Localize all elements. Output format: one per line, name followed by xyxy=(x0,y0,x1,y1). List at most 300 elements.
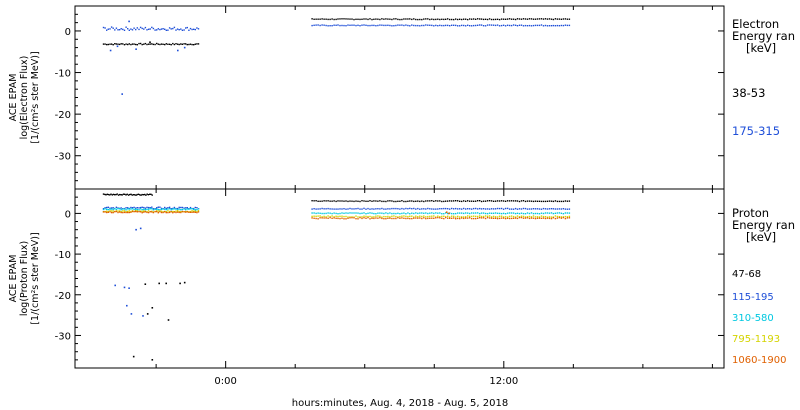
data-point xyxy=(547,25,548,26)
data-point xyxy=(543,201,544,202)
data-point xyxy=(405,213,406,214)
data-point xyxy=(405,208,406,209)
data-point xyxy=(389,212,390,213)
data-point-outlier xyxy=(121,93,123,95)
data-point xyxy=(439,19,440,20)
data-point xyxy=(351,208,352,209)
data-point xyxy=(515,19,516,20)
data-point xyxy=(553,208,554,209)
data-point xyxy=(343,216,344,217)
data-point xyxy=(351,201,352,202)
data-point xyxy=(124,208,125,209)
data-point xyxy=(557,212,558,213)
data-point xyxy=(311,217,312,218)
data-point xyxy=(433,201,434,202)
data-point xyxy=(337,24,338,25)
data-point xyxy=(475,25,476,26)
data-point xyxy=(525,25,526,26)
data-point xyxy=(117,210,118,211)
data-point xyxy=(313,212,314,213)
data-point xyxy=(521,25,522,26)
data-point xyxy=(427,208,428,209)
data-point xyxy=(361,200,362,201)
data-point xyxy=(359,25,360,26)
data-point xyxy=(313,19,314,20)
data-point xyxy=(331,201,332,202)
data-point xyxy=(151,43,152,44)
data-point xyxy=(337,216,338,217)
data-point xyxy=(463,25,464,26)
data-point xyxy=(147,194,148,195)
data-point xyxy=(565,212,566,213)
data-point xyxy=(517,213,518,214)
data-point xyxy=(481,216,482,217)
data-point xyxy=(547,18,548,19)
data-point xyxy=(339,200,340,201)
data-point xyxy=(121,212,122,213)
data-point xyxy=(485,201,486,202)
data-point xyxy=(425,18,426,19)
data-point xyxy=(557,216,558,217)
data-point xyxy=(315,213,316,214)
data-point xyxy=(419,212,420,213)
data-point xyxy=(353,212,354,213)
data-point xyxy=(437,208,438,209)
data-point xyxy=(539,218,540,219)
data-point xyxy=(311,200,312,201)
data-point xyxy=(156,207,157,208)
data-point xyxy=(122,208,123,209)
data-point xyxy=(108,44,109,45)
data-point xyxy=(495,218,496,219)
data-point xyxy=(337,18,338,19)
data-point xyxy=(154,211,155,212)
data-point xyxy=(555,200,556,201)
data-point xyxy=(119,29,120,30)
data-point xyxy=(493,208,494,209)
data-point xyxy=(477,218,478,219)
data-point xyxy=(419,25,420,26)
data-point xyxy=(501,25,502,26)
data-point xyxy=(437,200,438,201)
data-point xyxy=(349,25,350,26)
data-point xyxy=(427,18,428,19)
data-point xyxy=(489,215,490,216)
data-point xyxy=(429,19,430,20)
data-point xyxy=(411,19,412,20)
data-point xyxy=(535,213,536,214)
data-point xyxy=(515,200,516,201)
data-point xyxy=(365,201,366,202)
data-point xyxy=(174,27,175,28)
data-point xyxy=(533,19,534,20)
data-point xyxy=(469,216,470,217)
data-point xyxy=(329,19,330,20)
data-point xyxy=(549,200,550,201)
data-point xyxy=(104,194,105,195)
data-point xyxy=(335,201,336,202)
data-point xyxy=(379,24,380,25)
data-point xyxy=(190,208,191,209)
data-point xyxy=(563,208,564,209)
data-point xyxy=(459,19,460,20)
data-point xyxy=(561,213,562,214)
data-point xyxy=(499,19,500,20)
data-point xyxy=(369,18,370,19)
data-point xyxy=(517,18,518,19)
data-point xyxy=(443,201,444,202)
data-point xyxy=(182,44,183,45)
data-point xyxy=(515,208,516,209)
data-point xyxy=(363,212,364,213)
data-point xyxy=(537,18,538,19)
data-point xyxy=(153,212,154,213)
data-point xyxy=(453,213,454,214)
legend-entry: 47-68 xyxy=(732,269,762,280)
data-point xyxy=(477,200,478,201)
data-point xyxy=(321,201,322,202)
data-point xyxy=(172,43,173,44)
data-point xyxy=(449,218,450,219)
data-point xyxy=(529,18,530,19)
data-point xyxy=(471,208,472,209)
data-point xyxy=(541,24,542,25)
data-point xyxy=(523,213,524,214)
data-point xyxy=(161,28,162,29)
data-point xyxy=(517,25,518,26)
data-point xyxy=(473,218,474,219)
data-point xyxy=(435,208,436,209)
data-point xyxy=(559,212,560,213)
data-point xyxy=(371,19,372,20)
data-point xyxy=(409,213,410,214)
data-point xyxy=(349,18,350,19)
data-point xyxy=(507,18,508,19)
data-point xyxy=(333,212,334,213)
data-point xyxy=(104,208,105,209)
data-point xyxy=(427,200,428,201)
data-point xyxy=(495,212,496,213)
data-point xyxy=(563,217,564,218)
data-point xyxy=(489,200,490,201)
data-point xyxy=(539,208,540,209)
data-point xyxy=(471,25,472,26)
data-point xyxy=(423,18,424,19)
data-point xyxy=(385,208,386,209)
data-point xyxy=(161,211,162,212)
data-point xyxy=(341,208,342,209)
data-point xyxy=(106,30,107,31)
data-point xyxy=(421,25,422,26)
data-point xyxy=(459,212,460,213)
data-point xyxy=(483,201,484,202)
data-point xyxy=(137,207,138,208)
data-point xyxy=(150,211,151,212)
data-point xyxy=(357,216,358,217)
data-point-outlier xyxy=(184,282,186,284)
data-point xyxy=(142,194,143,195)
data-point xyxy=(153,44,154,45)
data-point xyxy=(377,215,378,216)
data-point xyxy=(335,218,336,219)
data-point xyxy=(425,216,426,217)
data-point xyxy=(407,216,408,217)
data-point xyxy=(511,208,512,209)
data-point xyxy=(431,25,432,26)
data-point xyxy=(483,217,484,218)
legend-title-line: Proton xyxy=(732,206,770,220)
data-point xyxy=(387,208,388,209)
data-point-outlier xyxy=(140,228,142,230)
data-point xyxy=(505,213,506,214)
data-point xyxy=(193,44,194,45)
data-point xyxy=(547,208,548,209)
data-point xyxy=(509,218,510,219)
data-point xyxy=(463,213,464,214)
data-point xyxy=(409,216,410,217)
data-point xyxy=(143,194,144,195)
data-point xyxy=(117,29,118,30)
data-point xyxy=(423,217,424,218)
data-point xyxy=(391,218,392,219)
data-point xyxy=(501,217,502,218)
data-point xyxy=(445,208,446,209)
data-point xyxy=(509,25,510,26)
data-point xyxy=(345,218,346,219)
data-point xyxy=(317,212,318,213)
data-point xyxy=(148,194,149,195)
data-point xyxy=(441,208,442,209)
data-point xyxy=(533,208,534,209)
data-point xyxy=(511,215,512,216)
data-point xyxy=(341,18,342,19)
data-point xyxy=(553,217,554,218)
data-point xyxy=(509,212,510,213)
data-point xyxy=(433,213,434,214)
data-point xyxy=(429,200,430,201)
data-point xyxy=(397,19,398,20)
data-point xyxy=(125,194,126,195)
data-point xyxy=(351,212,352,213)
data-point xyxy=(381,201,382,202)
data-point xyxy=(369,209,370,210)
data-point xyxy=(175,43,176,44)
data-point xyxy=(443,216,444,217)
data-point xyxy=(569,19,570,20)
data-point xyxy=(127,208,128,209)
data-point xyxy=(343,201,344,202)
data-point xyxy=(391,213,392,214)
data-point xyxy=(391,208,392,209)
data-point xyxy=(315,200,316,201)
data-point xyxy=(367,217,368,218)
data-point xyxy=(185,209,186,210)
data-point xyxy=(122,194,123,195)
data-point xyxy=(477,216,478,217)
data-point xyxy=(122,29,123,30)
data-point xyxy=(401,19,402,20)
data-point xyxy=(103,209,104,210)
legend-entry: 310-580 xyxy=(732,313,774,324)
data-point xyxy=(196,209,197,210)
data-point xyxy=(191,210,192,211)
data-point xyxy=(509,216,510,217)
data-point-outlier xyxy=(117,46,119,48)
data-point xyxy=(481,201,482,202)
data-point xyxy=(375,213,376,214)
data-point xyxy=(323,217,324,218)
data-point xyxy=(124,30,125,31)
data-point xyxy=(473,18,474,19)
data-point xyxy=(511,212,512,213)
data-point xyxy=(137,27,138,28)
data-point xyxy=(395,208,396,209)
data-point xyxy=(183,43,184,44)
data-point xyxy=(177,210,178,211)
data-point xyxy=(499,25,500,26)
data-point xyxy=(555,213,556,214)
data-point xyxy=(451,200,452,201)
data-point xyxy=(379,212,380,213)
data-point xyxy=(417,218,418,219)
data-point xyxy=(381,18,382,19)
data-point xyxy=(413,25,414,26)
data-point xyxy=(361,218,362,219)
data-point xyxy=(321,213,322,214)
data-point xyxy=(419,216,420,217)
data-point xyxy=(137,194,138,195)
data-point xyxy=(483,19,484,20)
data-point xyxy=(403,212,404,213)
data-point xyxy=(365,25,366,26)
data-point xyxy=(453,216,454,217)
data-point xyxy=(140,207,141,208)
data-point xyxy=(563,25,564,26)
data-point xyxy=(555,25,556,26)
data-point xyxy=(182,209,183,210)
data-point xyxy=(331,213,332,214)
data-point xyxy=(351,18,352,19)
data-point xyxy=(353,25,354,26)
data-point xyxy=(112,194,113,195)
data-point xyxy=(431,218,432,219)
data-point xyxy=(461,208,462,209)
data-point xyxy=(545,208,546,209)
data-point xyxy=(417,19,418,20)
data-point xyxy=(164,211,165,212)
data-point xyxy=(499,218,500,219)
data-point xyxy=(188,209,189,210)
data-point xyxy=(433,25,434,26)
data-point xyxy=(355,25,356,26)
data-point xyxy=(471,218,472,219)
data-point xyxy=(389,200,390,201)
data-point xyxy=(114,211,115,212)
data-point xyxy=(117,193,118,194)
data-point xyxy=(118,194,119,195)
data-point xyxy=(167,44,168,45)
data-point xyxy=(403,208,404,209)
data-point xyxy=(137,211,138,212)
data-point xyxy=(333,19,334,20)
data-point xyxy=(351,25,352,26)
x-axis xyxy=(214,376,518,387)
data-point xyxy=(339,18,340,19)
data-point xyxy=(359,201,360,202)
data-point xyxy=(127,194,128,195)
data-point xyxy=(187,27,188,28)
data-point xyxy=(129,43,130,44)
data-point xyxy=(521,200,522,201)
data-point xyxy=(501,213,502,214)
data-point xyxy=(113,194,114,195)
data-point xyxy=(441,201,442,202)
data-point xyxy=(493,201,494,202)
data-point xyxy=(327,25,328,26)
data-point xyxy=(569,217,570,218)
data-point xyxy=(493,216,494,217)
data-point xyxy=(158,207,159,208)
data-point xyxy=(116,207,117,208)
data-point xyxy=(164,209,165,210)
data-point xyxy=(469,217,470,218)
data-point xyxy=(153,28,154,29)
data-point xyxy=(127,212,128,213)
data-point xyxy=(125,209,126,210)
data-point xyxy=(323,208,324,209)
data-point xyxy=(467,208,468,209)
data-point xyxy=(421,218,422,219)
data-point xyxy=(371,208,372,209)
data-point xyxy=(467,25,468,26)
data-point-outlier xyxy=(152,307,154,309)
data-point xyxy=(156,209,157,210)
legend-entry: 38-53 xyxy=(732,86,766,100)
data-point xyxy=(519,213,520,214)
data-point xyxy=(130,207,131,208)
data-point xyxy=(513,200,514,201)
data-point xyxy=(133,28,134,29)
data-point xyxy=(453,208,454,209)
data-point xyxy=(423,215,424,216)
data-point xyxy=(531,208,532,209)
data-point xyxy=(142,28,143,29)
data-point xyxy=(355,19,356,20)
data-point xyxy=(529,216,530,217)
data-point xyxy=(339,25,340,26)
data-point xyxy=(347,216,348,217)
data-point xyxy=(135,209,136,210)
data-point xyxy=(561,218,562,219)
data-point xyxy=(385,218,386,219)
data-point xyxy=(373,208,374,209)
data-point xyxy=(553,213,554,214)
data-point xyxy=(569,200,570,201)
data-point xyxy=(411,208,412,209)
data-point xyxy=(327,200,328,201)
data-point xyxy=(343,25,344,26)
data-point-outlier xyxy=(145,283,147,285)
data-point xyxy=(513,218,514,219)
data-point xyxy=(535,201,536,202)
data-point xyxy=(527,217,528,218)
electron-panel xyxy=(8,6,795,189)
data-point xyxy=(349,200,350,201)
data-point xyxy=(119,194,120,195)
data-point xyxy=(175,29,176,30)
data-point xyxy=(415,19,416,20)
data-point xyxy=(152,194,153,195)
